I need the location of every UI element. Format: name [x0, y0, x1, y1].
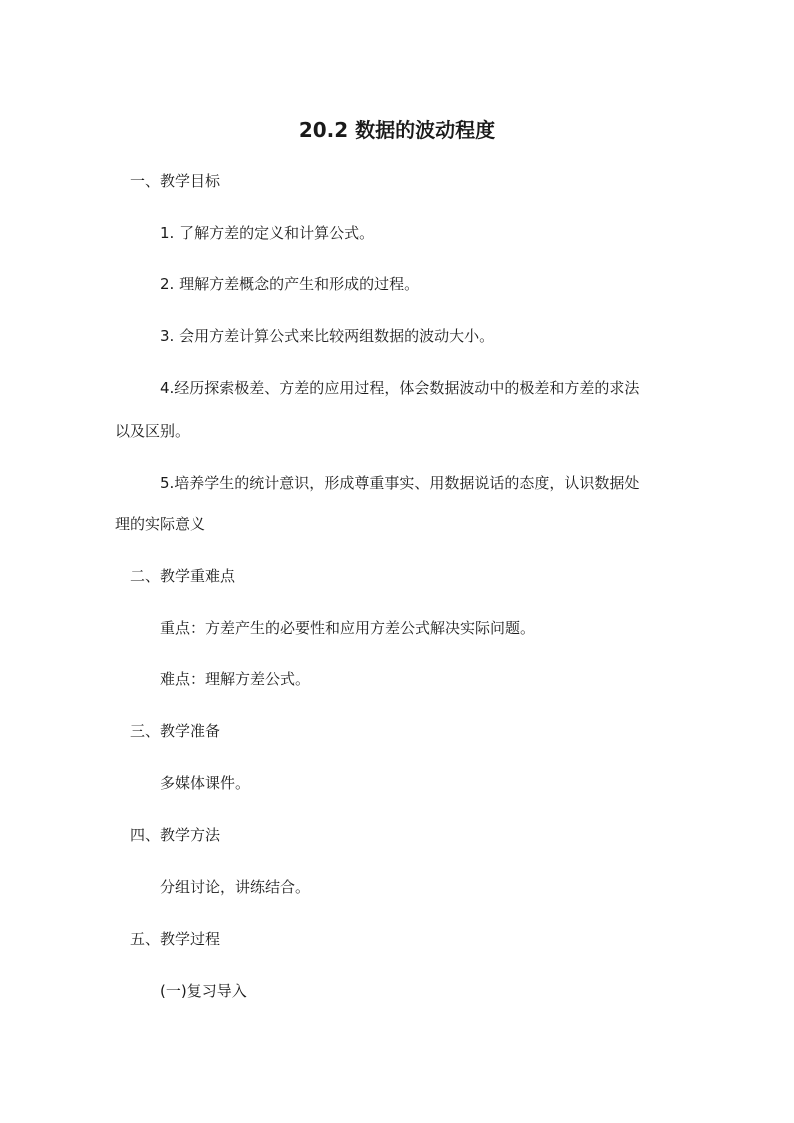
key-point-text: 重点：方差产生的必要性和应用方差公式解决实际问题。: [160, 619, 536, 637]
objective-item-1: 1. 了解方差的定义和计算公式。: [160, 224, 375, 242]
section-heading-process: 五、教学过程: [130, 930, 221, 948]
section-heading-key-points: 二、教学重难点: [130, 567, 236, 585]
section-heading-objectives: 一、教学目标: [130, 172, 221, 190]
objective-item-4-continued: 以及区别。: [115, 422, 191, 440]
objective-item-5-continued: 理的实际意义: [115, 515, 206, 533]
objective-item-3: 3. 会用方差计算公式来比较两组数据的波动大小。: [160, 327, 495, 345]
process-subheading: (一)复习导入: [160, 982, 247, 1000]
objective-item-4: 4.经历探索极差、方差的应用过程，体会数据波动中的极差和方差的求法: [160, 379, 640, 397]
objective-item-5: 5.培养学生的统计意识，形成尊重事实、用数据说话的态度，认识数据处: [160, 474, 640, 492]
preparation-text: 多媒体课件。: [160, 774, 251, 792]
methods-text: 分组讨论，讲练结合。: [160, 878, 311, 896]
section-heading-methods: 四、教学方法: [130, 826, 221, 844]
objective-item-2: 2. 理解方差概念的产生和形成的过程。: [160, 275, 420, 293]
page-title: 20.2 数据的波动程度: [298, 118, 496, 142]
difficulty-text: 难点：理解方差公式。: [160, 670, 311, 688]
section-heading-preparation: 三、教学准备: [130, 722, 221, 740]
